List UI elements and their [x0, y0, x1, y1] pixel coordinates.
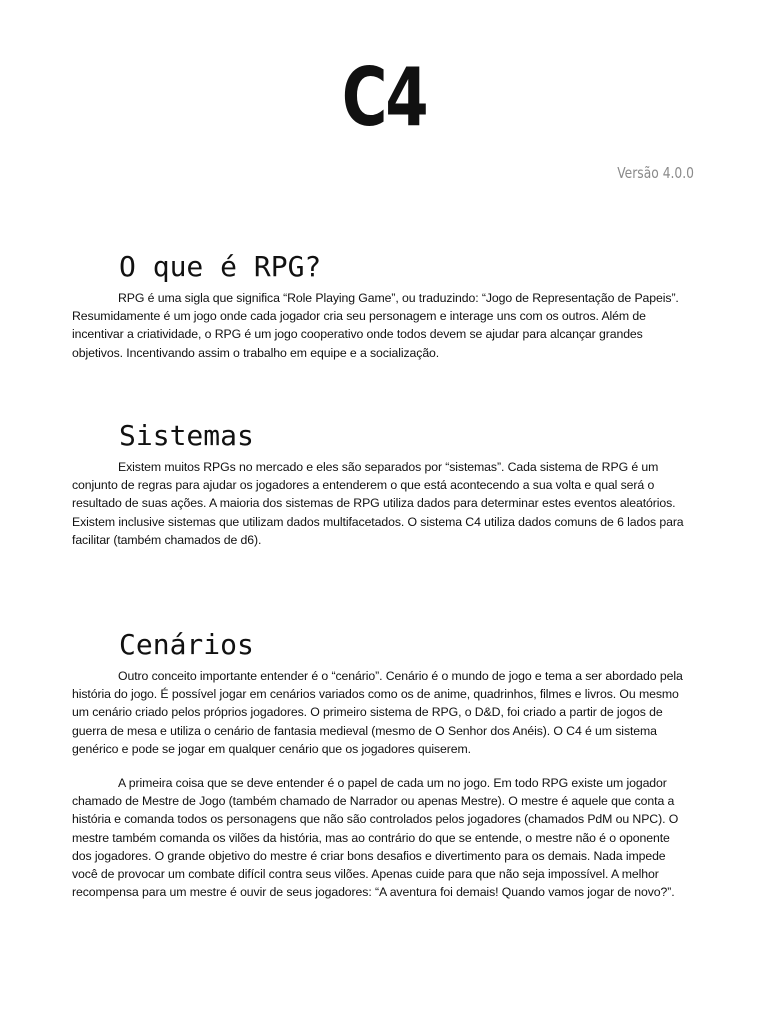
section-paragraph-settings-1: Outro conceito importante entender é o “cenário”. Cenário é o mundo de jogo e tema a ser abordado pela história do jogo. É possível jogar em cenários variados como os de anime, quadrinhos, filmes e livros. Ou mesmo um cenário criado pelos próprios jogadores. O primeiro sistema de RPG, o D&D, foi criado a partir de jogos de guerra de mesa e utiliza o cenário de fantasia medieval (mesmo de O Senhor dos Anéis). O C4 é um sistema genérico e pode se jogar em qualquer cenário que os jogadores quiserem.: [72, 669, 683, 756]
section-paragraph-what-is-rpg: RPG é uma sigla que significa “Role Playing Game”, ou traduzindo: “Jogo de Representação de Papeis”. Resumidamente é um jogo onde cada jogador cria seu personagem e interage uns com os outros. Além de incentivar a criatividade, o RPG é um jogo cooperativo onde todos devem se ajudar para alcançar grandes objetivos. Incentivando assim o trabalho em equipe e a socialização.: [72, 291, 679, 360]
document-title: C4: [341, 51, 427, 144]
version-label: Versão 4.0.0: [617, 164, 694, 182]
section-heading-systems: Sistemas: [119, 419, 254, 452]
section-paragraph-systems: Existem muitos RPGs no mercado e eles são separados por “sistemas”. Cada sistema de RPG é um conjunto de regras para ajudar os jogadores a entenderem o que está acontecendo a sua volta e qual será o resultado de suas ações. A maioria dos sistemas de RPG utiliza dados para determinar estes eventos aleatórios. Existem inclusive sistemas que utilizam dados multifacetados. O sistema C4 utiliza dados comuns de 6 lados para facilitar (também chamados de d6).: [72, 460, 684, 547]
section-paragraph-settings-2: A primeira coisa que se deve entender é o papel de cada um no jogo. Em todo RPG existe um jogador chamado de Mestre de Jogo (também chamado de Narrador ou apenas Mestre). O mestre é aquele que conta a história e comanda todos os personagens que não são controlados pelos jogadores (chamados PdM ou NPC). O mestre também comanda os vilões da história, mas ao contrário do que se entende, o mestre não é o oponente dos jogadores. O grande objetivo do mestre é criar bons desafios e divertimento para os demais. Nada impede você de provocar um combate difícil contra seus vilões. Apenas cuide para que não seja impossível. A melhor recompensa para um mestre é ouvir de seus jogadores: “A aventura foi demais! Quando vamos jogar de novo?”.: [72, 776, 679, 900]
section-heading-settings: Cenários: [119, 628, 254, 661]
section-heading-what-is-rpg: O que é RPG?: [119, 250, 322, 283]
